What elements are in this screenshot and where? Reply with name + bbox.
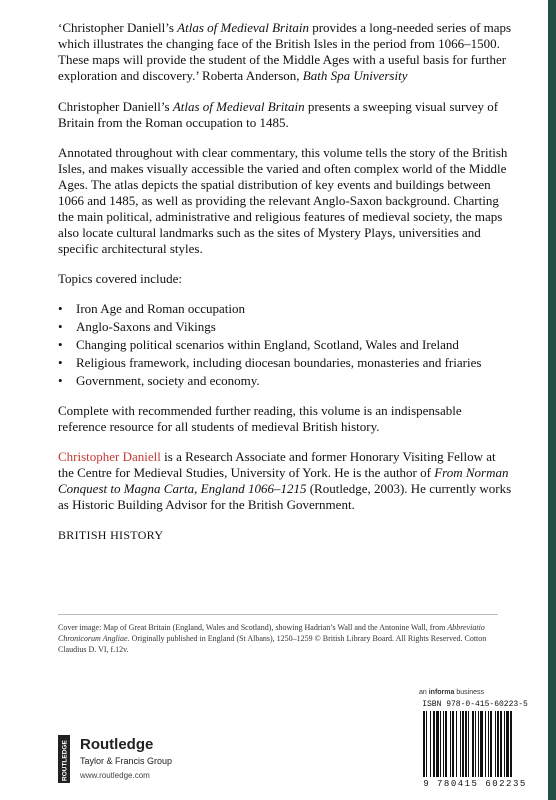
quote-book-title: Atlas of Medieval Britain [177, 20, 309, 35]
intro-body: presents a sweeping visual survey of Britain from the Roman occupation to 1485. [58, 99, 499, 130]
bullet-icon: • [58, 319, 63, 334]
isbn-label: ISBN 978-0-415-60223-5 [422, 700, 528, 709]
barcode-bars-icon [421, 711, 529, 777]
list-item: • Iron Age and Roman occupation [58, 301, 245, 316]
cover-edge-strip [548, 0, 556, 800]
author-bio-text-end: (Routledge, 2003). He currently works as Historic Building Advisor for the British Government. [58, 481, 512, 512]
closing-paragraph: Complete with recommended further reading, this volume is an indispensable reference resource for all students of medieval British history. [58, 403, 462, 434]
author-name: Christopher Daniell [58, 449, 161, 464]
author-bio [58, 449, 513, 513]
intro-open: Christopher Daniell’s [58, 99, 173, 114]
topics-heading: Topics covered include: [58, 271, 182, 286]
author-bio-text: is a Research Associate and former Honorary Visiting Fellow at the Centre for Medieval Studies, University of York. He is the author of [58, 449, 496, 480]
quote-body: provides a long-needed series of maps which illustrates the changing face of the British Isles in the period from 1066–1500. These maps will provide the student of the Middle Ages with a useful basis for further exploration and discovery.’ Roberta Anderson, [58, 20, 512, 83]
bullet-icon: • [58, 301, 63, 316]
back-cover-text [58, 20, 513, 557]
author-book-title: From Norman Conquest to Magna Carta, England 1066–1215 [58, 465, 509, 496]
publisher-group: Taylor & Francis Group [80, 756, 173, 766]
isbn-barcode [419, 700, 531, 792]
cover-image-credit: Cover image: Map of Great Britain (England, Wales and Scotland), showing Hadrian’s Wall and the Antonine Wall, from Abbreviatio Chronicorum Angliae. Originally published in England (St Albans), 1250–1259 © British Library Board. All Rights Reserved. Cotton Claudius D. VI, f.12v. [58, 623, 487, 654]
bullet-icon: • [58, 373, 63, 388]
list-item: • Changing political scenarios within England, Scotland, Wales and Ireland [58, 337, 459, 352]
list-item: • Anglo-Saxons and Vikings [58, 319, 216, 334]
publisher-url: www.routledge.com [80, 771, 150, 780]
description-paragraph: Annotated throughout with clear commentary, this volume tells the story of the British Isles, and makes visually accessible the varied and often complex world of the Middle Ages. The atlas depicts the spatial distribution of key events and buildings between 1066 and 1485, as well as providing the relevant Anglo-Saxon background. Charting the main political, administrative and religious features of medieval society, the maps also locate cultural landmarks such as the sites of Mystery Plays, universities and specific architectural styles. [58, 145, 508, 256]
divider [58, 614, 498, 615]
informa-business-label: an informa business [419, 689, 484, 696]
list-item: • Government, society and economy. [58, 373, 260, 388]
svg-text:ROUTLEDGE: ROUTLEDGE [61, 740, 69, 781]
bullet-icon: • [58, 337, 63, 352]
quote-affiliation: Bath Spa University [302, 68, 408, 83]
credit-source-title: Abbreviatio Chronicorum Angliae. [58, 623, 485, 643]
barcode-digits: 9 780415 602235 [423, 779, 527, 789]
list-item: • Religious framework, including diocesan boundaries, monasteries and friaries [58, 355, 482, 370]
intro-paragraph [58, 99, 513, 131]
publisher-name: Routledge [80, 736, 154, 753]
review-quote [58, 20, 513, 84]
topics-list [58, 301, 513, 389]
routledge-spine-logo-icon [58, 735, 70, 783]
publisher-block [58, 735, 258, 783]
subject-category: BRITISH HISTORY [58, 528, 164, 542]
intro-book-title: Atlas of Medieval Britain [172, 99, 305, 114]
quote-open: ‘Christopher Daniell’s [58, 20, 178, 35]
bullet-icon: • [58, 355, 63, 370]
